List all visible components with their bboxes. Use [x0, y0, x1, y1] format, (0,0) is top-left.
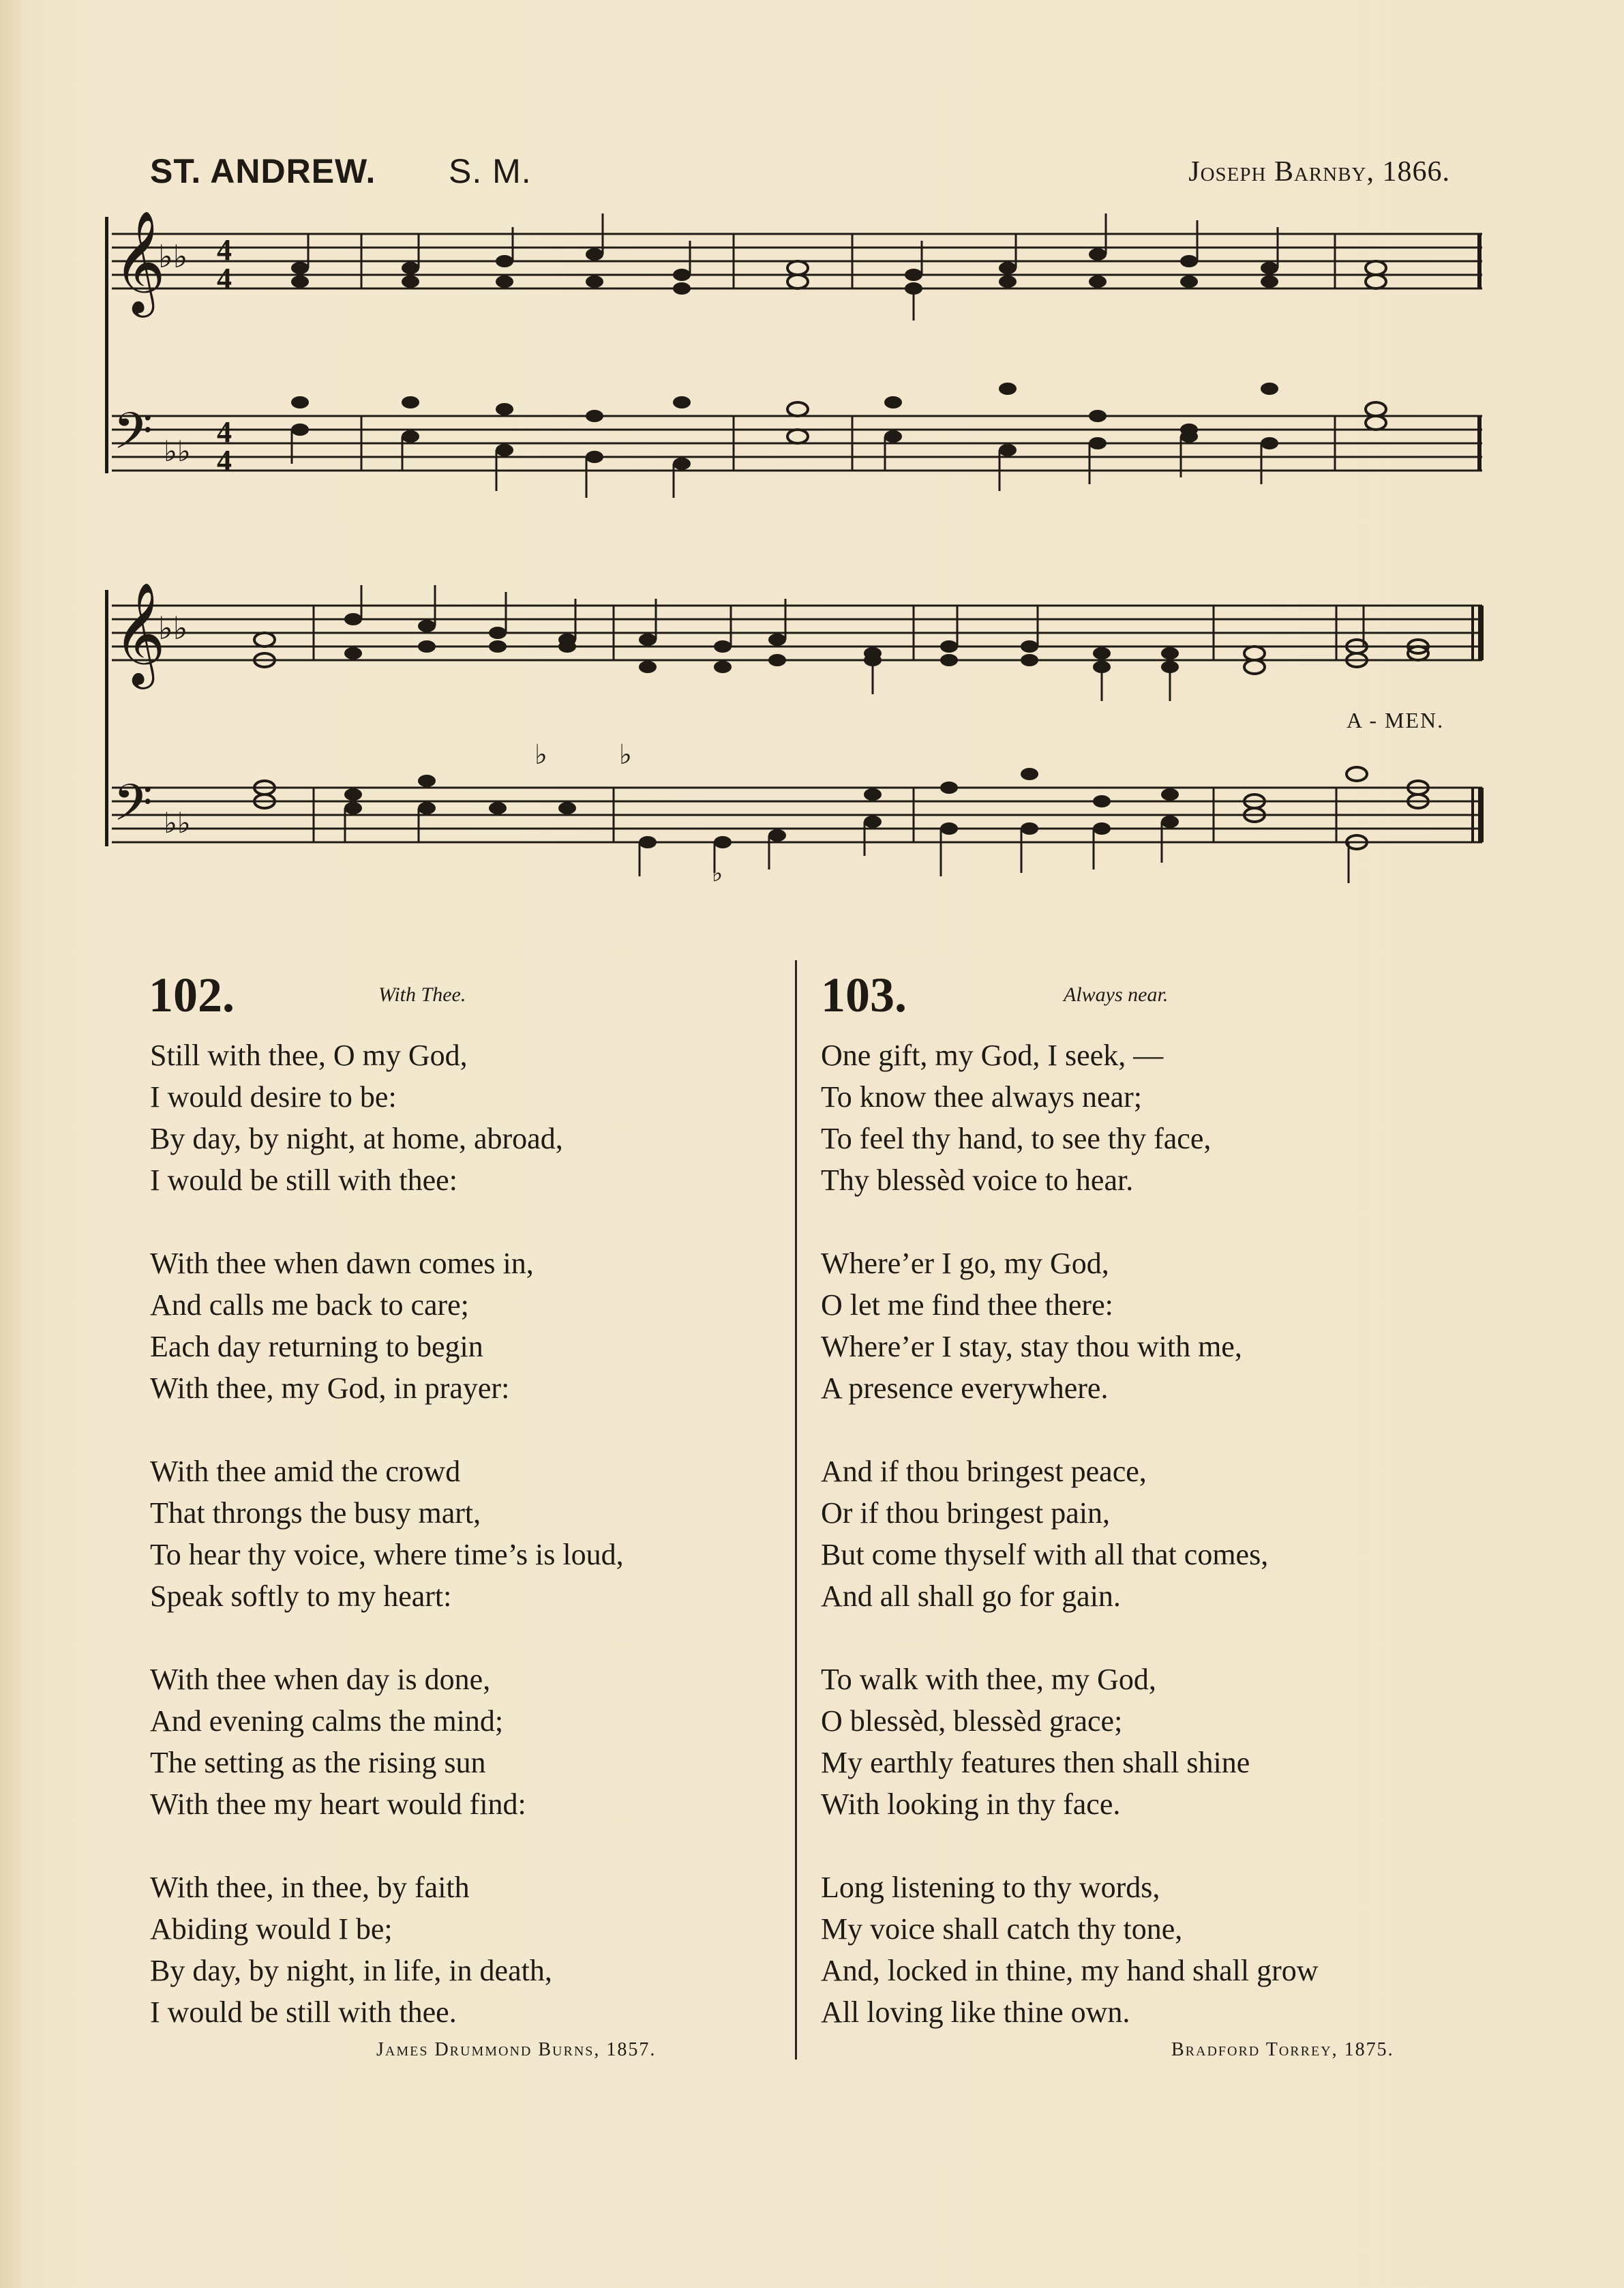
treble-staff-2: [112, 606, 1482, 660]
flat-accidental: ♭: [535, 739, 547, 771]
verse-line: To feel thy hand, to see thy face,: [821, 1122, 1212, 1155]
verse-line: And, locked in thine, my hand shall grow: [821, 1954, 1319, 1987]
verse-line: Thy blessèd voice to hear.: [821, 1163, 1134, 1197]
verse-line: By day, by night, in life, in death,: [150, 1954, 552, 1987]
key-signature-treble: ♭♭: [158, 610, 188, 647]
verse-line: But come thyself with all that comes,: [821, 1538, 1269, 1571]
verse-line: Speak softly to my heart:: [150, 1579, 452, 1613]
verse-line: And all shall go for gain.: [821, 1579, 1121, 1613]
verse-line: And calls me back to care;: [150, 1288, 469, 1322]
verse-line: Each day returning to begin: [150, 1330, 483, 1363]
stanza: [150, 1659, 526, 1825]
verse-line: With thee amid the crowd: [150, 1455, 461, 1488]
tune-name: ST. ANDREW.: [150, 152, 376, 190]
verse-line: With thee when day is done,: [150, 1663, 491, 1696]
verse-line: With thee my heart would find:: [150, 1787, 526, 1821]
time-signature-bass: 4: [217, 415, 232, 449]
author-credit: Bradford Torrey, 1875.: [1171, 2039, 1394, 2060]
verse-line: Abiding would I be;: [150, 1912, 393, 1946]
verse-line: O let me find thee there:: [821, 1288, 1113, 1322]
stanza: [821, 1243, 1242, 1409]
verse-line: To know thee always near;: [821, 1080, 1142, 1114]
bass-clef: 𝄢: [113, 402, 153, 473]
system-2: [105, 581, 1482, 887]
verse-line: Or if thou bringest pain,: [821, 1496, 1111, 1530]
hymn-number: 103.: [821, 968, 907, 1022]
verse-line: With thee, in thee, by faith: [150, 1871, 470, 1904]
time-signature-treble: 4: [217, 262, 232, 295]
verse-line: I would desire to be:: [150, 1080, 397, 1114]
barlines-1: [361, 234, 1479, 471]
verse-line: With looking in thy face.: [821, 1787, 1121, 1821]
verse-line: With thee, my God, in prayer:: [150, 1371, 510, 1405]
verse-line: One gift, my God, I seek, —: [821, 1039, 1164, 1072]
treble-notes-2: [254, 613, 1428, 674]
verse-line: Where’er I go, my God,: [821, 1247, 1109, 1280]
verse-line: To hear thy voice, where time’s is loud,: [150, 1538, 624, 1571]
bass-stems-1: [292, 430, 1261, 498]
treble-clef: 𝄞: [113, 209, 166, 313]
stanza: [150, 1243, 534, 1409]
hymn-subtitle: Always near.: [1064, 983, 1169, 1006]
key-signature-bass: ♭♭: [164, 434, 191, 468]
verse-line: To walk with thee, my God,: [821, 1663, 1156, 1696]
key-signature-bass: ♭♭: [164, 806, 191, 840]
hymn-subtitle: With Thee.: [378, 983, 466, 1006]
verse-line: Where’er I stay, stay thou with me,: [821, 1330, 1242, 1363]
stanza: [150, 1867, 552, 2033]
time-signature-treble: 4: [217, 233, 232, 267]
bass-stems-2: [345, 808, 1349, 883]
verse-line: And if thou bringest peace,: [821, 1455, 1147, 1488]
verse-line: Long listening to thy words,: [821, 1871, 1160, 1904]
stanza: [821, 1659, 1250, 1825]
verse-line: A presence everywhere.: [821, 1371, 1109, 1405]
stanza: [821, 1035, 1211, 1201]
bass-staff-2: [112, 788, 1482, 842]
stanza: [821, 1867, 1319, 2033]
treble-stems-1: [308, 213, 1278, 321]
verse-line: I would be still with thee:: [150, 1163, 457, 1197]
verse-line: And evening calms the mind;: [150, 1704, 504, 1738]
verse-line: Still with thee, O my God,: [150, 1039, 468, 1072]
verse-line: By day, by night, at home, abroad,: [150, 1122, 563, 1155]
verse-line: O blessèd, blessèd grace;: [821, 1704, 1123, 1738]
barlines-2: [314, 606, 1481, 842]
stanza: [150, 1035, 563, 1201]
verse-line: With thee when dawn comes in,: [150, 1247, 534, 1280]
column-divider: [795, 960, 797, 2060]
music-score: [0, 0, 1624, 900]
verse-line: My earthly features then shall shine: [821, 1746, 1250, 1779]
verse-line: That throngs the busy mart,: [150, 1496, 481, 1530]
flat-accidental: ♭: [712, 860, 723, 887]
treble-clef: 𝄞: [113, 581, 166, 685]
author-credit: James Drummond Burns, 1857.: [376, 2039, 657, 2060]
flat-accidental: ♭: [619, 739, 632, 771]
verse-line: I would be still with thee.: [150, 1995, 457, 2029]
bass-notes-2: [254, 767, 1428, 849]
tune-meter: S. M.: [449, 152, 532, 190]
hymn-number: 102.: [149, 968, 235, 1022]
stanza: [150, 1451, 624, 1617]
stanza: [821, 1451, 1268, 1617]
verse-line: My voice shall catch thy tone,: [821, 1912, 1183, 1946]
key-signature-treble: ♭♭: [158, 238, 188, 275]
composer-credit: Joseph Barnby, 1866.: [1188, 156, 1450, 188]
time-signature-bass: 4: [217, 444, 232, 477]
verse-line: The setting as the rising sun: [150, 1746, 486, 1779]
verse-line: All loving like thine own.: [821, 1995, 1130, 2029]
amen-label: A - MEN.: [1347, 708, 1445, 732]
bass-clef: 𝄢: [113, 773, 153, 845]
system-1: [105, 209, 1482, 498]
